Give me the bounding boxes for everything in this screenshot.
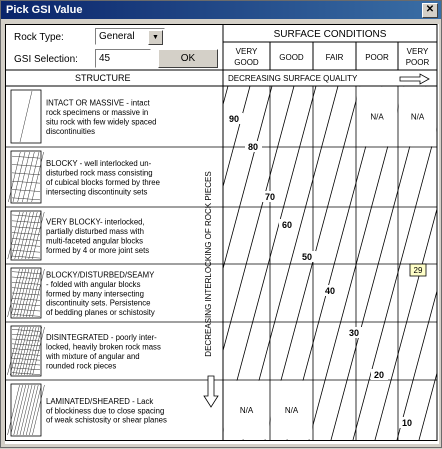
structure-description: rounded rock pieces: [46, 361, 117, 371]
rock-type-value: General: [99, 31, 135, 42]
gsi-chart[interactable]: [5, 24, 439, 444]
structure-header: STRUCTURE: [75, 73, 131, 83]
structure-description: formed by 4 or more joint sets: [46, 245, 150, 255]
surface-conditions-header: SURFACE CONDITIONS: [273, 29, 387, 40]
gsi-contour-label: 90: [228, 114, 240, 124]
gsi-contour-label: 50: [301, 252, 313, 262]
structure-description: BLOCKY - well interlocked un-: [46, 159, 152, 169]
structure-description: VERY BLOCKY- interlocked,: [46, 217, 145, 227]
structure-description: multi-faceted angular blocks: [46, 236, 144, 246]
column-label: VERY: [406, 47, 429, 56]
ok-button[interactable]: OK: [158, 49, 218, 68]
na-label: N/A: [370, 112, 384, 122]
structure-thumbnail: [11, 211, 41, 260]
structure-description: of bedding planes or schistosity: [46, 308, 155, 318]
structure-description: partially disturbed mass with: [46, 227, 144, 237]
structure-description: discontinuities: [46, 126, 95, 136]
gsi-contour-label: 30: [348, 328, 360, 338]
structure-description: DISINTEGRATED - poorly inter-: [46, 333, 157, 343]
structure-description: - folded with angular blocks: [46, 279, 141, 289]
structure-thumbnail: [11, 151, 41, 203]
structure-description: LAMINATED/SHEARED - Lack: [46, 396, 154, 406]
gsi-contour-label: 60: [281, 220, 293, 230]
gsi-input-value: 45: [99, 53, 111, 64]
structure-description: BLOCKY/DISTURBED/SEAMY: [46, 270, 155, 280]
gsi-contour-label: 20: [373, 370, 385, 380]
title-bar[interactable]: [1, 1, 441, 19]
na-label: N/A: [410, 112, 425, 122]
structure-description: of weak schistosity or shear planes: [46, 415, 167, 425]
column-label: GOOD: [279, 53, 304, 62]
structure-description: formed by many intersecting: [46, 289, 144, 299]
structure-description: of cubical blocks formed by three: [46, 178, 160, 187]
structure-description: disturbed rock mass consisting: [46, 168, 153, 178]
gsi-chart-panel: [5, 24, 439, 449]
gsi-contour-label: 40: [324, 286, 336, 296]
structure-description: intersecting discontinuity sets: [46, 187, 148, 197]
column-label: VERY: [235, 47, 258, 56]
gsi-contour-label: 70: [264, 192, 276, 202]
na-label: N/A: [239, 406, 254, 415]
gsi-input[interactable]: [95, 49, 151, 68]
structure-description: INTACT OR MASSIVE - intact: [46, 98, 150, 108]
structure-description: situ rock with few widely spaced: [46, 117, 157, 127]
decreasing-interlocking-label: DECREASING INTERLOCKING OF ROCK PIECES: [204, 171, 213, 357]
rock-type-label: Rock Type:: [14, 32, 64, 43]
structure-description: locked, heavily broken rock mass: [46, 342, 161, 352]
structure-description: rock specimens or massive in: [46, 108, 149, 118]
structure-description: with mixture of angular and: [46, 352, 140, 361]
window-title: Pick GSI Value: [6, 4, 83, 16]
na-label: N/A: [284, 406, 299, 415]
rock-type-select[interactable]: [95, 28, 165, 45]
gsi-marker-value: 29: [413, 266, 423, 275]
decreasing-quality-label: DECREASING SURFACE QUALITY: [228, 74, 358, 83]
structure-description: of blockiness due to close spacing: [46, 406, 165, 416]
column-label: POOR: [405, 58, 430, 67]
column-label: POOR: [365, 53, 389, 62]
gsi-contour-label: 80: [247, 142, 259, 152]
structure-description: discontinuity sets. Persistence: [46, 298, 151, 308]
column-label: GOOD: [234, 58, 259, 67]
close-button[interactable]: ✕: [422, 3, 438, 18]
gsi-selection-label: GSI Selection:: [14, 54, 78, 65]
chevron-down-icon[interactable]: ▼: [148, 30, 163, 45]
column-label: FAIR: [325, 53, 344, 62]
gsi-contour-label: 10: [401, 418, 413, 428]
